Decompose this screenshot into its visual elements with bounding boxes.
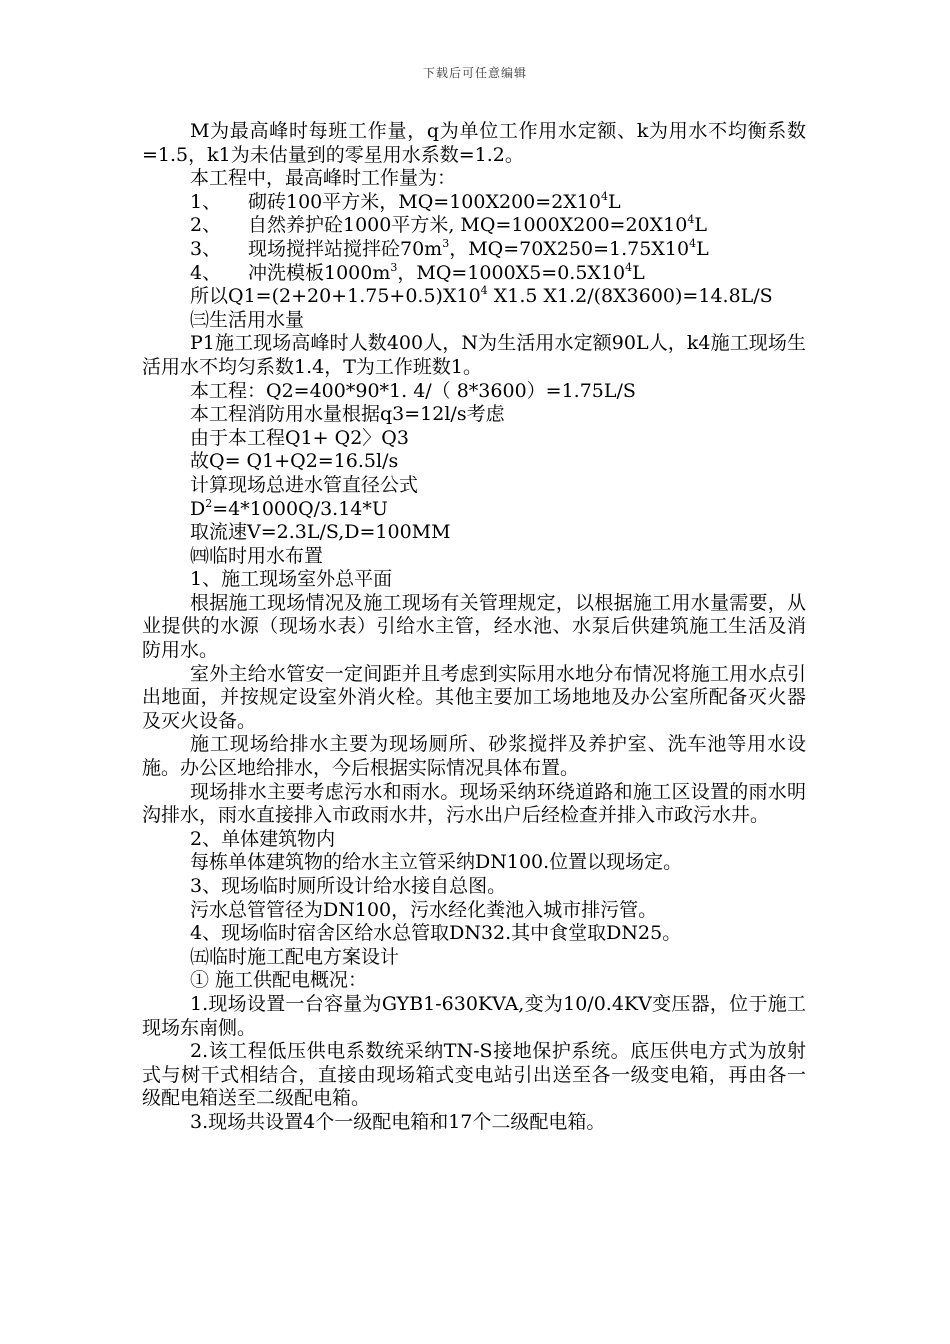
superscript: 3 [442, 236, 450, 250]
paragraph-peak-workload: 本工程中，最高峰时工作量为： [190, 167, 457, 190]
paragraph-compare: 由于本工程Q1+ Q2〉Q3 [190, 426, 409, 449]
superscript: 4 [601, 189, 608, 203]
superscript: 2 [205, 496, 213, 510]
item-text-tail: L [694, 214, 707, 237]
superscript: 4 [625, 260, 633, 274]
item-text-tail: L [608, 190, 621, 213]
paragraph-flow-speed: 取流速V=2.3L/S,D=100MM [190, 521, 451, 544]
item-number: 1、 [190, 190, 222, 213]
paragraph-diameter-formula [142, 498, 806, 522]
section-heading-domestic-water: ㈢生活用水量 [190, 308, 305, 331]
paragraph-pipe-formula-title: 计算现场总进水管直径公式 [190, 473, 419, 496]
subsection-buildings: 2、单体建筑物内 [190, 827, 336, 850]
paragraph-transformer: 1.现场设置一台容量为GYB1-630KVA,变为10/0.4KV变压器，位于施工现场东南侧。 [142, 992, 806, 1039]
item-number: 2、 [190, 214, 222, 237]
paragraph-main-pipe: 室外主给水管安一定间距并且考虑到实际用水地分布情况将施工用水点引出地面，并按规定设室外消火栓。其他主要加工场地地及办公室所配备灭火器及灭火设备。 [142, 662, 806, 732]
paragraph-p1: P1施工现场高峰时人数400人，N为生活用水定额90L人，k4施工现场生活用水不均匀系数1.4，T为工作班数1。 [142, 332, 806, 378]
item-number: 4、 [190, 261, 222, 284]
paragraph-distribution-boxes: 3.现场共设置4个一级配电箱和17个二级配电箱。 [190, 1110, 606, 1133]
item-text: 自然养护砼1000平方米, MQ=1000X200=20X10 [248, 214, 688, 237]
q1-formula-tail: X1.5 X1.2/(8X3600)=14.8L/S [487, 285, 773, 308]
paragraph-definitions: M为最高峰时每班工作量，q为单位工作用水定额、k为用水不均衡系数=1.5，k1为未估量到的零星用水系数=1.2。 [142, 120, 806, 166]
paragraph-sewage: 污水总管管径为DN100，污水经化粪池入城市排污管。 [190, 898, 658, 921]
paragraph-grounding-system: 2.该工程低压供电系数统采纳TN-S接地保护系统。底压供电方式为放射式与树干式相结合，直接由现场箱式变电站引出送至各一级变电箱，再由各一级配电箱送至二级配电箱。 [142, 1040, 806, 1110]
document-body [142, 120, 806, 1135]
paragraph-drainage-facilities: 施工现场给排水主要为现场厕所、砂浆搅拌及养护室、洗车池等用水设施。办公区地给排水，今后根据实际情况具体布置。 [142, 733, 806, 780]
paragraph-q-total: 故Q= Q1+Q2=16.5l/s [190, 450, 399, 473]
paragraph-q2: 本工程：Q2=400*90*1. 4/（ 8*3600）=1.75L/S [190, 379, 636, 402]
list-item [142, 238, 806, 262]
paragraph-q3: 本工程消防用水量根据q3=12l/s考虑 [190, 403, 505, 426]
diameter-symbol: D [190, 497, 206, 520]
paragraph-site-drainage: 现场排水主要考虑污水和雨水。现场采纳环绕道路和施工区设置的雨水明沟排水，雨水直接排入市政雨水井，污水出户后经检查并排入市政污水井。 [142, 780, 806, 827]
item-text-tail: L [632, 261, 645, 284]
paragraph-q1-formula [142, 285, 806, 309]
superscript: 4 [689, 236, 697, 250]
list-item [142, 262, 806, 286]
paragraph-water-source: 根据施工现场情况及施工现场有关管理规定，以根据施工用水量需要，从业提供的水源（现场水表）引给水主管，经水池、水泵后供建筑施工生活及消防用水。 [142, 591, 806, 662]
item-text-tail: ，MQ=70X250=1.75X10 [449, 237, 690, 260]
item-text: 冲洗模板1000m [248, 261, 391, 284]
superscript: 3 [390, 260, 398, 274]
subsection-dormitory: 4、现场临时宿舍区给水总管取DN32.其中食堂取DN25。 [190, 922, 682, 945]
item-text-tail: L [696, 237, 709, 260]
page-header-note: 下载后可任意编辑 [422, 66, 527, 80]
section-heading-power: ㈤临时施工配电方案设计 [190, 945, 400, 968]
subsection-temp-toilet: 3、现场临时厕所设计给水接自总图。 [190, 875, 507, 897]
superscript: 4 [480, 284, 488, 298]
superscript: 4 [687, 213, 695, 227]
item-text: 现场搅拌站搅拌砼70m [248, 237, 443, 260]
list-item [142, 191, 806, 215]
subsection-power-overview: ① 施工供配电概况： [190, 969, 368, 992]
subsection-outdoor-plan: 1、施工现场室外总平面 [190, 568, 393, 591]
q1-formula-head: 所以Q1=(2+20+1.75+0.5)X10 [190, 285, 481, 308]
diameter-formula-tail: =4*1000Q/3.14*U [212, 497, 388, 520]
section-heading-temp-water: ㈣临时用水布置 [190, 544, 324, 567]
item-text-tail: ，MQ=1000X5=0.5X10 [397, 261, 626, 284]
paragraph-riser: 每栋单体建筑物的给水主立管采纳DN100.位置以现场定。 [190, 851, 683, 874]
item-number: 3、 [190, 237, 222, 260]
list-item [142, 214, 806, 238]
item-text: 砌砖100平方米，MQ=100X200=2X10 [248, 190, 601, 213]
